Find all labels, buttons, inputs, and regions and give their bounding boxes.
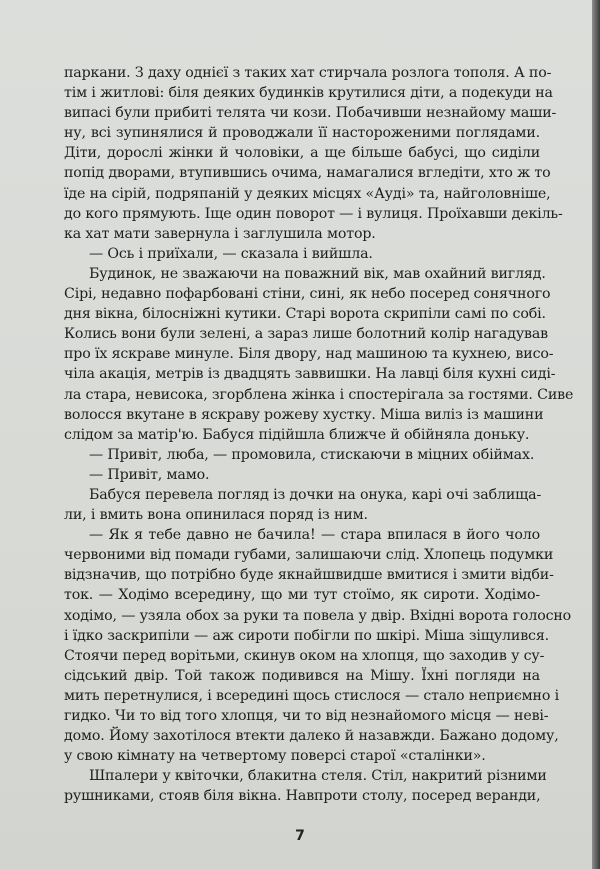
text-line: ка хат мати завернула і заглушила мотор.	[64, 225, 376, 242]
text-line: ли, і вмить вона опинилася поряд із ним.	[64, 507, 368, 524]
text-line: їде на сірій, подряпаній у деяких місцях «Ауді» та, найголовніше,	[64, 185, 551, 202]
text-line: ла стара, невисока, згорблена жінка і спостерігала за гостями. Сиве	[64, 386, 574, 403]
text-line: червоними від помади губами, залишаючи слід. Хлопець подумки	[64, 547, 554, 564]
text-line: — Як я тебе давно не бачила! — стара впилася в його чоло	[89, 527, 540, 544]
text-line: Сірі, недавно пофарбовані стіни, сині, як небо посеред сонячного	[64, 286, 551, 303]
text-line: Будинок, не зважаючи на поважний вік, мав охайний вигляд.	[89, 265, 546, 282]
text-line: Шпалери у квіточки, блакитна стеля. Стіл, накритий різними	[89, 768, 547, 785]
text-line: — Ось і приїхали, — сказала і вийшла.	[89, 245, 373, 262]
text-line: про їх яскраве минуле. Біля двору, над машиною та кухнею, висо-	[64, 346, 554, 363]
text-line: — Привіт, люба, — промовила, стискаючи в міцних обіймах.	[89, 446, 535, 463]
page-edge-shadow	[592, 0, 600, 869]
text-line: до кого прямують. Іще один поворот — і вулиця. Проїхавши декіль-	[64, 205, 563, 222]
text-line: Діти, дорослі жінки й чоловіки, а ще більше бабусі, що сиділи	[64, 145, 540, 162]
text-line: відзначив, що потрібно буде якнайшвидше вмитися і змити відби-	[64, 567, 554, 584]
text-line: — Привіт, мамо.	[89, 466, 210, 483]
text-line: волосся вкутане в яскраву рожеву хустку. Міша виліз із машини	[64, 406, 544, 423]
text-line: домо. Йому захотілося втекти далеко й назавжди. Бажано додому,	[64, 728, 559, 745]
text-line: ходімо, — узяла обох за руки та повела у двір. Вхідні ворота голосно	[64, 607, 572, 624]
text-line: і їдко заскрипіли — аж сироти побігли по шкірі. Міша зіщулився.	[64, 627, 549, 644]
text-line: Бабуся перевела погляд із дочки на онука, карі очі заблища-	[89, 486, 542, 503]
text-line: тім і житлові: біля деяких будинків крутилися діти, а подекуди на	[64, 85, 553, 102]
text-line: ну, всі зупинялися й проводжали її настороженими поглядами.	[64, 125, 540, 142]
text-line: дня вікна, білосніжні кутики. Старі ворота скрипіли самі по собі.	[64, 306, 546, 323]
text-line: гидко. Чи то від того хлопця, чи то від незнайомого місця — неві-	[64, 708, 549, 724]
page-number: 7	[295, 828, 305, 844]
text-line: слідом за матір'ю. Бабуся підійшла ближче й обійняла доньку.	[64, 426, 530, 443]
text-line: чіла акація, метрів із двадцять заввишки. На лавці біля кухні сиді-	[64, 366, 556, 383]
text-line: паркани. З даху однієї з таких хат стирчала розлога тополя. А по-	[64, 65, 552, 81]
body-text	[64, 63, 574, 806]
text-line: сідський двір. Той також подивився на Мішу. Їхні погляди на	[64, 667, 540, 684]
text-line: рушниками, стояв біля вікна. Навпроти столу, посеред веранди,	[64, 788, 541, 805]
text-line: мить перетнулися, і всередині щось стислося — стало неприємно і	[64, 687, 559, 704]
text-line: ток. — Ходімо всередину, що ми тут стоїмо, як сироти. Ходімо-	[64, 587, 540, 604]
text-line: попід дворами, втупившись очима, намагалися вгледіти, хто ж то	[64, 165, 551, 182]
text-line: у свою кімнату на четвертому поверсі старої «сталінки».	[64, 748, 486, 765]
text-line: Стоячи перед ворітьми, скинув оком на хлопця, що заходив у су-	[64, 647, 545, 664]
text-line: Колись вони були зелені, а зараз лише болотний колір нагадував	[64, 326, 549, 343]
text-line: випасі були прибиті телята чи кози. Побачивши незнайому маши-	[64, 105, 557, 122]
